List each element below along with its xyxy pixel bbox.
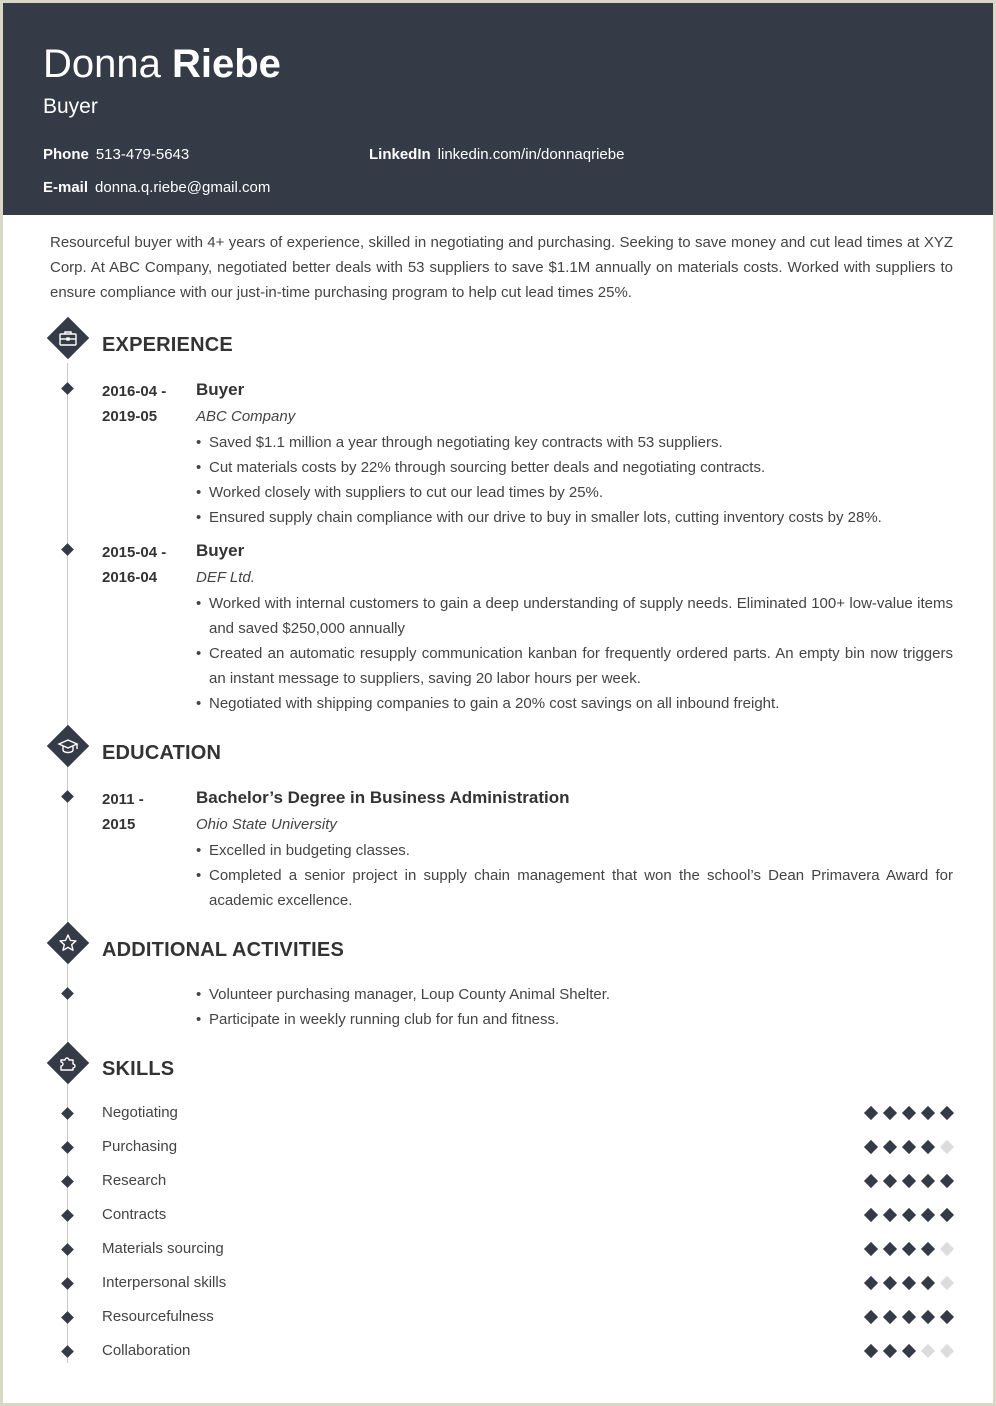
- rating-diamond-filled: [883, 1310, 897, 1324]
- school-name: Ohio State University: [196, 816, 337, 833]
- rating-diamond-filled: [883, 1140, 897, 1154]
- timeline-dot: [61, 1209, 74, 1222]
- skill-rating: [863, 1276, 958, 1290]
- job-title: Buyer: [196, 541, 245, 560]
- skill-rating: [863, 1310, 958, 1324]
- rating-diamond-filled: [883, 1174, 897, 1188]
- rating-diamond-filled: [940, 1310, 954, 1324]
- briefcase-icon: [47, 317, 89, 359]
- job-bullets: [196, 591, 953, 716]
- rating-diamond-filled: [864, 1106, 878, 1120]
- rating-diamond-filled: [902, 1140, 916, 1154]
- timeline-dot: [61, 1345, 74, 1358]
- list-item: • Completed a senior project in supply chain management that won the school’s Dean Primavera Award for academic excellence.: [196, 863, 953, 913]
- linkedin-link[interactable]: linkedin.com/in/donnaqriebe: [437, 146, 625, 163]
- skill-rating: [863, 1208, 958, 1222]
- rating-diamond-empty: [940, 1344, 954, 1358]
- rating-diamond-filled: [940, 1106, 954, 1120]
- company-name: DEF Ltd.: [196, 569, 255, 586]
- activities-heading: ADDITIONAL ACTIVITIES: [102, 939, 344, 961]
- rating-diamond-filled: [864, 1242, 878, 1256]
- list-item: • Volunteer purchasing manager, Loup County Animal Shelter.: [196, 982, 953, 1007]
- skills-heading: SKILLS: [102, 1058, 175, 1080]
- list-item: • Created an automatic resupply communication kanban for frequently ordered parts. An empty bin now triggers an instant message to suppliers, saving 20 labor hours per week.: [196, 641, 953, 691]
- rating-diamond-filled: [883, 1344, 897, 1358]
- rating-diamond-filled: [940, 1174, 954, 1188]
- phone-contact: [43, 146, 189, 163]
- list-item: • Negotiated with shipping companies to gain a 20% cost savings on all inbound freight.: [196, 691, 953, 716]
- skill-name: Interpersonal skills: [102, 1274, 227, 1291]
- rating-diamond-filled: [864, 1208, 878, 1222]
- puzzle-icon: [47, 1042, 89, 1084]
- first-name: Donna: [43, 42, 161, 86]
- education-bullets: [196, 838, 953, 913]
- last-name: Riebe: [172, 42, 281, 86]
- timeline-dot: [61, 1175, 74, 1188]
- skill-name: Materials sourcing: [102, 1240, 224, 1257]
- timeline-dot: [61, 790, 74, 803]
- skill-rating: [863, 1174, 958, 1188]
- rating-diamond-filled: [921, 1140, 935, 1154]
- rating-diamond-filled: [883, 1276, 897, 1290]
- rating-diamond-filled: [902, 1208, 916, 1222]
- rating-diamond-filled: [921, 1174, 935, 1188]
- resume-header: [3, 3, 993, 215]
- date-end: 2016-04: [102, 569, 158, 586]
- date-end: 2019-05: [102, 408, 158, 425]
- rating-diamond-filled: [864, 1140, 878, 1154]
- skill-rating: [863, 1242, 958, 1256]
- skill-name: Resourcefulness: [102, 1308, 214, 1325]
- full-name: [43, 41, 281, 87]
- skill-rating: [863, 1106, 958, 1120]
- job-title: Buyer: [196, 380, 245, 399]
- date-end: 2015: [102, 816, 136, 833]
- skill-name: Contracts: [102, 1206, 167, 1223]
- rating-diamond-filled: [864, 1310, 878, 1324]
- list-item: • Excelled in budgeting classes.: [196, 838, 953, 863]
- timeline-dot: [61, 382, 74, 395]
- skill-rating: [863, 1140, 958, 1154]
- rating-diamond-empty: [921, 1344, 935, 1358]
- rating-diamond-filled: [883, 1208, 897, 1222]
- linkedin-contact: [369, 146, 624, 163]
- rating-diamond-empty: [940, 1242, 954, 1256]
- linkedin-label: LinkedIn: [369, 146, 431, 163]
- rating-diamond-filled: [883, 1106, 897, 1120]
- timeline-dot: [61, 1277, 74, 1290]
- rating-diamond-empty: [940, 1276, 954, 1290]
- job-date: [102, 540, 166, 590]
- skill-name: Research: [102, 1172, 167, 1189]
- education-heading: EDUCATION: [102, 742, 222, 764]
- rating-diamond-filled: [864, 1344, 878, 1358]
- timeline-dot: [61, 1243, 74, 1256]
- date-start: 2015-04 -: [102, 544, 167, 561]
- rating-diamond-filled: [921, 1208, 935, 1222]
- rating-diamond-filled: [902, 1106, 916, 1120]
- rating-diamond-filled: [864, 1276, 878, 1290]
- date-start: 2011 -: [102, 791, 144, 808]
- timeline-dot: [61, 1107, 74, 1120]
- skill-name: Purchasing: [102, 1138, 178, 1155]
- rating-diamond-filled: [883, 1242, 897, 1256]
- rating-diamond-filled: [902, 1276, 916, 1290]
- graduation-cap-icon: [47, 725, 89, 767]
- rating-diamond-filled: [921, 1242, 935, 1256]
- rating-diamond-filled: [902, 1344, 916, 1358]
- email-label: E-mail: [43, 179, 89, 196]
- rating-diamond-filled: [921, 1276, 935, 1290]
- rating-diamond-filled: [921, 1310, 935, 1324]
- email-link[interactable]: donna.q.riebe@gmail.com: [95, 179, 271, 196]
- rating-diamond-filled: [940, 1208, 954, 1222]
- degree-title: Bachelor’s Degree in Business Administration: [196, 788, 570, 807]
- education-date: [102, 787, 144, 837]
- job-role: Buyer: [43, 95, 98, 118]
- rating-diamond-filled: [902, 1174, 916, 1188]
- rating-diamond-filled: [902, 1242, 916, 1256]
- timeline-dot: [61, 987, 74, 1000]
- summary-paragraph: Resourceful buyer with 4+ years of experience, skilled in negotiating and purchasing. Seeking to save money and cut lead times at XYZ Corp. At ABC Company, negotiated better deals with 53 suppliers to save $1.1M annually on materials costs. Worked with suppliers to ensure compliance with our just-in-time purchasing program to help cut lead times 25%.: [50, 234, 953, 301]
- rating-diamond-filled: [864, 1174, 878, 1188]
- skill-rating: [863, 1344, 958, 1358]
- timeline-dot: [61, 543, 74, 556]
- list-item: • Worked with internal customers to gain a deep understanding of supply needs. Eliminated 100+ low-value items and saved $250,000 annually: [196, 591, 953, 641]
- job-date: [102, 379, 166, 429]
- list-item: • Cut materials costs by 22% through sourcing better deals and negotiating contracts.: [196, 455, 953, 480]
- job-bullets: [196, 430, 953, 530]
- list-item: • Ensured supply chain compliance with our drive to buy in smaller lots, cutting inventory costs by 28%.: [196, 505, 953, 530]
- email-contact: [43, 179, 270, 196]
- list-item: • Saved $1.1 million a year through negotiating key contracts with 53 suppliers.: [196, 430, 953, 455]
- experience-heading: EXPERIENCE: [102, 334, 233, 356]
- rating-diamond-empty: [940, 1140, 954, 1154]
- skill-name: Collaboration: [102, 1342, 191, 1359]
- timeline-dot: [61, 1141, 74, 1154]
- list-item: • Participate in weekly running club for fun and fitness.: [196, 1007, 953, 1032]
- star-icon: [47, 922, 89, 964]
- date-start: 2016-04 -: [102, 383, 167, 400]
- list-item: • Worked closely with suppliers to cut our lead times by 25%.: [196, 480, 953, 505]
- activities-bullets: [196, 982, 953, 1032]
- phone-value: 513-479-5643: [95, 146, 190, 163]
- timeline-dot: [61, 1311, 74, 1324]
- skill-name: Negotiating: [102, 1104, 178, 1121]
- rating-diamond-filled: [921, 1106, 935, 1120]
- company-name: ABC Company: [196, 408, 296, 425]
- phone-label: Phone: [43, 146, 89, 163]
- rating-diamond-filled: [902, 1310, 916, 1324]
